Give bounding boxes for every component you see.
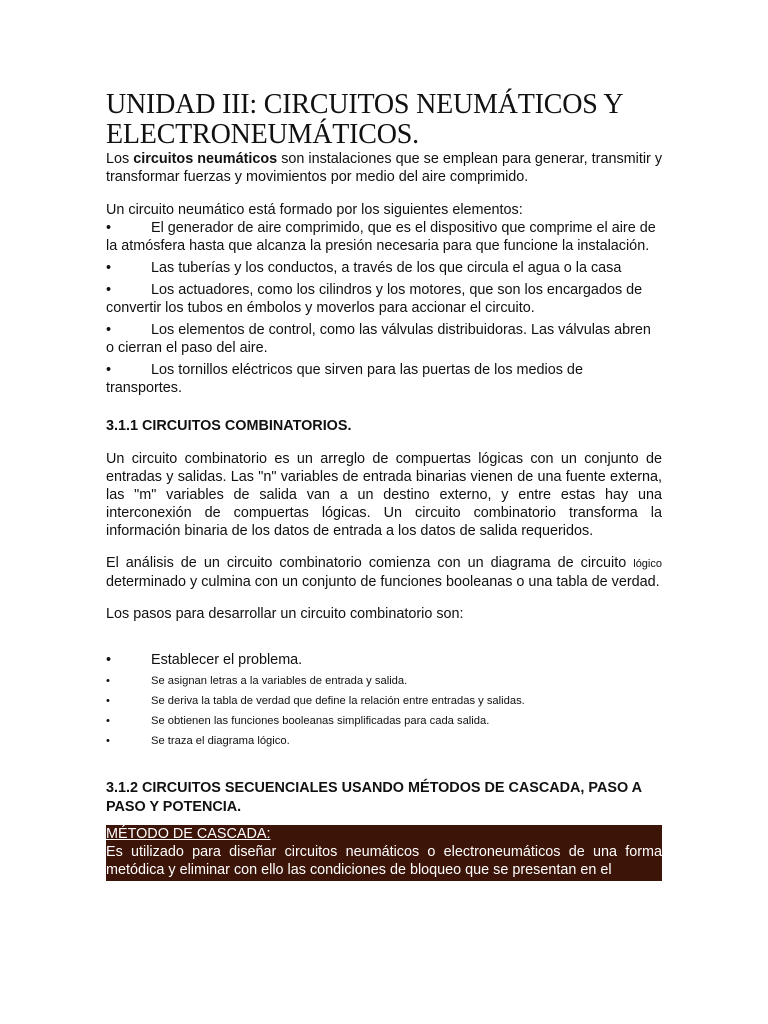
intro-paragraph: [106, 150, 662, 186]
bullet-icon: •: [106, 322, 112, 338]
intro-bold-term: circuitos neumáticos: [133, 151, 278, 167]
section-heading-combinatorios: 3.1.1 CIRCUITOS COMBINATORIOS.: [106, 418, 352, 434]
section-heading-secuenciales: 3.1.2 CIRCUITOS SECUENCIALES USANDO MÉTODOS DE CASCADA, PASO A PASO Y POTENCIA.: [106, 780, 642, 815]
section1-paragraph-2: [106, 554, 662, 591]
list-item: [106, 711, 662, 731]
method-text: Es utilizado para diseñar circuitos neumáticos o electroneumáticos de una forma metódica y eliminar con ello las condiciones de bloqueo que se presentan en el: [106, 844, 662, 878]
document-page: [106, 90, 662, 881]
list-item: [106, 321, 662, 357]
bullet-icon: •: [106, 735, 110, 747]
page-title: UNIDAD III: CIRCUITOS NEUMÁTICOS Y ELECTRONEUMÁTICOS.: [106, 89, 623, 150]
intro-rest: son instalaciones que se emplean para generar, transmitir y transformar fuerzas y movimientos por medio del aire comprimido.: [106, 151, 663, 185]
list-item: [106, 731, 662, 751]
step-text: Se obtienen las funciones booleanas simplificadas para cada salida.: [151, 715, 490, 727]
list-item: [106, 259, 662, 277]
method-title: MÉTODO DE CASCADA:: [106, 826, 271, 842]
step-text: Se deriva la tabla de verdad que define la relación entre entradas y salidas.: [151, 695, 525, 707]
elements-intro: Un circuito neumático está formado por los siguientes elementos:: [106, 202, 523, 218]
para2-small-word: lógico: [633, 558, 662, 570]
step-text: Se traza el diagrama lógico.: [151, 735, 290, 747]
bullet-icon: •: [106, 695, 110, 707]
list-item: [106, 219, 662, 255]
bullet-icon: •: [106, 282, 112, 298]
section1-paragraph-1: Un circuito combinatorio es un arreglo de compuertas lógicas con un conjunto de entradas y salidas. Las "n" variables de entrada binarias vienen de una fuente externa, las "m" variables de salida van a un destino externo, y entre estas hay una interconexión de compuertas lógicas. Un circuito combinatorio transforma la información binaria de los datos de entrada a los datos de salida requeridos.: [106, 451, 662, 539]
intro-lead: Los: [106, 151, 130, 167]
list-item-text: Las tuberías y los conductos, a través de los que circula el agua o la casa: [151, 260, 622, 276]
steps-list: [106, 649, 662, 751]
step-text: Se asignan letras a la variables de entrada y salida.: [151, 675, 408, 687]
list-item-text: El generador de aire comprimido, que es el dispositivo que comprime el aire de la atmósfera hasta que alcanza la presión necesaria para que funcione la instalación.: [106, 220, 656, 254]
list-item: [106, 361, 662, 397]
list-item: [106, 671, 662, 691]
list-item-text: Los elementos de control, como las válvulas distribuidoras. Las válvulas abren o cierran el paso del aire.: [106, 322, 651, 356]
highlighted-block: [106, 825, 662, 881]
bullet-icon: •: [106, 715, 110, 727]
step-text: Establecer el problema.: [151, 652, 303, 668]
list-item: [106, 649, 662, 671]
bullet-icon: •: [106, 220, 112, 236]
para2-text-b: determinado y culmina con un conjunto de funciones booleanas o una tabla de verdad.: [106, 574, 660, 590]
steps-intro: Los pasos para desarrollar un circuito combinatorio son:: [106, 606, 464, 622]
list-item-text: Los tornillos eléctricos que sirven para las puertas de los medios de transportes.: [106, 362, 583, 396]
bullet-icon: •: [106, 260, 112, 276]
bullet-icon: •: [106, 362, 112, 378]
bullet-icon: •: [106, 652, 112, 668]
bullet-icon: •: [106, 675, 110, 687]
para2-text-a: El análisis de un circuito combinatorio comienza con un diagrama de circuito: [106, 555, 627, 571]
list-item: [106, 281, 662, 317]
list-item-text: Los actuadores, como los cilindros y los motores, que son los encargados de convertir los tubos en émbolos y moverlos para accionar el circuito.: [106, 282, 643, 316]
list-item: [106, 691, 662, 711]
